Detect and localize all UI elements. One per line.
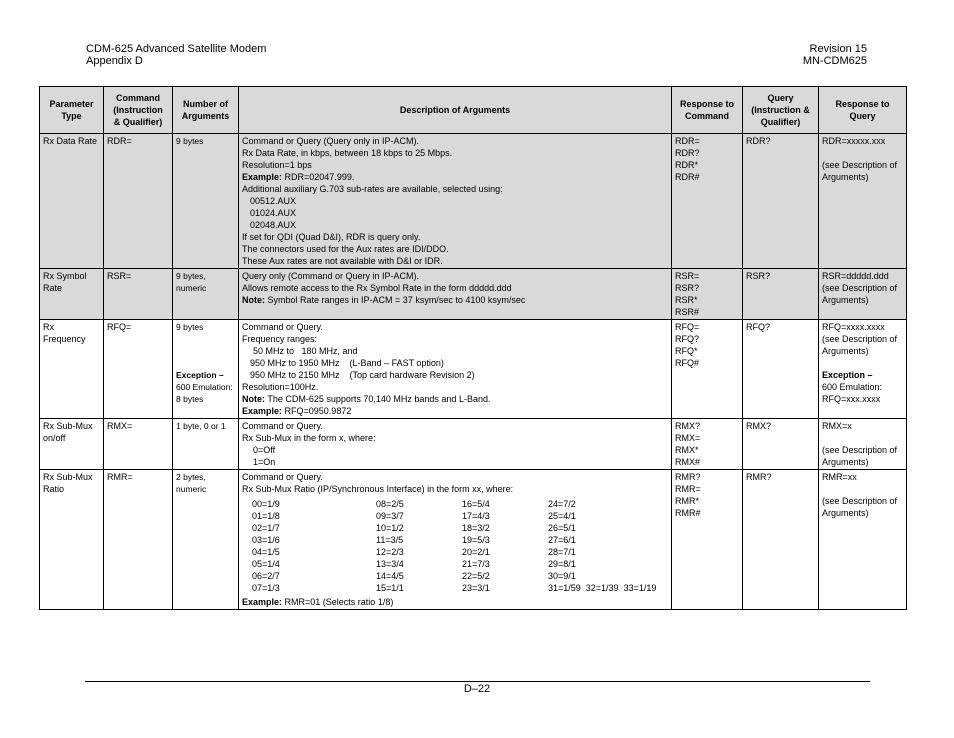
table-row-rx-sub-mux-onoff xyxy=(40,419,907,470)
ratio-entry: 11=3/5 xyxy=(376,535,404,545)
response-to-query-cell: RMR=xx (see Description of Arguments) xyxy=(819,470,907,610)
arguments-cell: 9 bytes, numeric xyxy=(173,269,239,320)
ratio-entry: 30=9/1 xyxy=(548,571,576,581)
ratio-entry: 13=3/4 xyxy=(376,559,404,569)
query-cell: RSR? xyxy=(743,269,819,320)
arguments-cell: 9 bytes Exception – 600 Emulation: 8 bytes xyxy=(173,320,239,419)
document-title: CDM-625 Advanced Satellite Modem xyxy=(86,43,267,55)
table-row-rx-symbol-rate xyxy=(40,269,907,320)
exception-label: Exception – xyxy=(822,370,873,380)
ratio-entry: 31=1/59 32=1/39 33=1/19 xyxy=(548,583,657,593)
ratio-entry: 25=4/1 xyxy=(548,511,576,521)
response-to-command-cell: RFQ= RFQ? RFQ* RFQ# xyxy=(672,320,743,419)
parameter-type-cell: Rx Sub-Mux Ratio xyxy=(40,470,104,610)
ratio-entry: 20=2/1 xyxy=(462,547,490,557)
exception-label: Exception – xyxy=(176,370,224,380)
page-header-right xyxy=(803,43,867,67)
ratio-entry: 29=8/1 xyxy=(548,559,576,569)
example-label: Example: xyxy=(242,597,283,607)
command-cell: RMX= xyxy=(104,419,173,470)
ratio-entry: 05=1/4 xyxy=(252,559,280,569)
ratio-entry: 26=5/1 xyxy=(548,523,576,533)
parameter-type-cell: Rx Frequency xyxy=(40,320,104,419)
command-cell: RFQ= xyxy=(104,320,173,419)
response-to-query-cell: RMX=x (see Description of Arguments) xyxy=(819,419,907,470)
ratio-entry: 23=3/1 xyxy=(462,583,490,593)
table-row-rx-data-rate xyxy=(40,134,907,269)
ratio-entry: 14=4/5 xyxy=(376,571,404,581)
command-cell: RDR= xyxy=(104,134,173,269)
query-cell: RMX? xyxy=(743,419,819,470)
ratio-entry: 15=1/1 xyxy=(376,583,404,593)
description-cell: Query only (Command or Query in IP-ACM). Allows remote access to the Rx Symbol Rate in the form ddddd.ddd Note: Symbol Rate ranges in IP-ACM = 37 ksym/sec to 4100 ksym/sec xyxy=(239,269,672,320)
query-cell: RDR? xyxy=(743,134,819,269)
table-row-rx-sub-mux-ratio xyxy=(40,470,907,610)
col-header-description: Description of Arguments xyxy=(239,87,672,134)
query-cell: RFQ? xyxy=(743,320,819,419)
response-to-command-cell: RMR? RMR= RMR* RMR# xyxy=(672,470,743,610)
ratio-entry: 09=3/7 xyxy=(376,511,404,521)
note-label: Note: xyxy=(242,295,265,305)
ratio-entry: 28=7/1 xyxy=(548,547,576,557)
response-to-command-cell: RSR= RSR? RSR* RSR# xyxy=(672,269,743,320)
col-header-response-to-command: Response to Command xyxy=(672,87,743,134)
ratio-entry: 00=1/9 xyxy=(252,499,280,509)
arguments-cell: 1 byte, 0 or 1 xyxy=(173,419,239,470)
ratio-entry: 01=1/8 xyxy=(252,511,280,521)
table-header-row xyxy=(40,87,907,134)
description-cell: Command or Query. Rx Sub-Mux Ratio (IP/Synchronous Interface) in the form xx, where: 00=1/9 08=2/5 16=5/4 24=7/2 01=1/8 09=3/7 17=4/3 25=4/1 02=1/7 10=1/2 18=3/2 26=5/1 03=1/6 11=3/5 19=5/3 27=6/1 04=1/5 12=2/3 20=2/1 28=7/1 05=1/4 13=3/4 21=7/3 29=8/1 06=2/7 14=4/5 22=5/2 30=9/1 07=1/3 15=1/1 23=3/1 31=1/59 32=1/39 33=1/19 Example: RMR=01 (Selects ratio 1/8) xyxy=(239,470,672,610)
ratio-entry: 08=2/5 xyxy=(376,499,404,509)
appendix-label: Appendix D xyxy=(86,55,143,67)
table-row-rx-frequency xyxy=(40,320,907,419)
arguments-cell: 9 bytes xyxy=(173,134,239,269)
arguments-cell: 2 bytes, numeric xyxy=(173,470,239,610)
response-to-query-cell: RFQ=xxxx.xxxx (see Description of Arguments) Exception – 600 Emulation: RFQ=xxx.xxxx xyxy=(819,320,907,419)
page-header-left xyxy=(86,43,266,67)
col-header-number-of-arguments: Number of Arguments xyxy=(173,87,239,134)
revision-label: Revision 15 xyxy=(809,43,867,55)
ratio-entry: 17=4/3 xyxy=(462,511,490,521)
query-cell: RMR? xyxy=(743,470,819,610)
ratio-entry: 21=7/3 xyxy=(462,559,490,569)
ratio-entry: 19=5/3 xyxy=(462,535,490,545)
col-header-query: Query (Instruction & Qualifier) xyxy=(743,87,819,134)
ratio-entry: 02=1/7 xyxy=(252,523,280,533)
footer-rule xyxy=(85,681,870,682)
ratio-entry: 06=2/7 xyxy=(252,571,280,581)
parameter-type-cell: Rx Symbol Rate xyxy=(40,269,104,320)
response-to-command-cell: RDR= RDR? RDR* RDR# xyxy=(672,134,743,269)
response-to-query-cell: RSR=ddddd.ddd (see Description of Arguments) xyxy=(819,269,907,320)
example-label: Example: xyxy=(242,406,283,416)
ratio-entry: 18=3/2 xyxy=(462,523,490,533)
note-label: Note: xyxy=(242,394,265,404)
parameter-type-cell: Rx Sub-Mux on/off xyxy=(40,419,104,470)
response-to-command-cell: RMX? RMX= RMX* RMX# xyxy=(672,419,743,470)
col-header-command: Command (Instruction & Qualifier) xyxy=(104,87,173,134)
ratio-entry: 24=7/2 xyxy=(548,499,576,509)
parameter-type-cell: Rx Data Rate xyxy=(40,134,104,269)
ratio-entry: 10=1/2 xyxy=(376,523,404,533)
description-cell: Command or Query (Query only in IP-ACM). Rx Data Rate, in kbps, between 18 kbps to 25 Mbps. Resolution=1 bps Example: RDR=02047.999. Additional auxiliary G.703 sub-rates are available, selected using: 00512.AUX 01024.AUX 02048.AUX If set for QDI (Quad D&I), RDR is query only. The connectors used for the Aux rates are IDI/DDO. These Aux rates are not available with D&I or IDR. xyxy=(239,134,672,269)
col-header-response-to-query: Response to Query xyxy=(819,87,907,134)
col-header-parameter-type: Parameter Type xyxy=(40,87,104,134)
command-cell: RSR= xyxy=(104,269,173,320)
ratio-entry: 07=1/3 xyxy=(252,583,280,593)
ratio-entry: 16=5/4 xyxy=(462,499,490,509)
manual-number: MN-CDM625 xyxy=(802,55,867,67)
ratio-entry: 22=5/2 xyxy=(462,571,490,581)
ratio-grid xyxy=(252,498,668,594)
ratio-entry: 04=1/5 xyxy=(252,547,280,557)
ratio-entry: 03=1/6 xyxy=(252,535,280,545)
description-cell: Command or Query. Frequency ranges: 50 MHz to 180 MHz, and 950 MHz to 1950 MHz (L-Band – FAST option) 950 MHz to 2150 MHz (Top card hardware Revision 2) Resolution=100Hz. Note: The CDM-625 supports 70,140 MHz bands and L-Band. Example: RFQ=0950.9872 xyxy=(239,320,672,419)
response-to-query-cell: RDR=xxxxx.xxx (see Description of Arguments) xyxy=(819,134,907,269)
command-cell: RMR= xyxy=(104,470,173,610)
ratio-entry: 12=2/3 xyxy=(376,547,404,557)
description-cell: Command or Query. Rx Sub-Mux in the form x, where: 0=Off 1=On xyxy=(239,419,672,470)
example-label: Example: xyxy=(242,172,283,182)
command-table xyxy=(39,86,907,610)
page-number: D–22 xyxy=(463,683,491,695)
ratio-entry: 27=6/1 xyxy=(548,535,576,545)
